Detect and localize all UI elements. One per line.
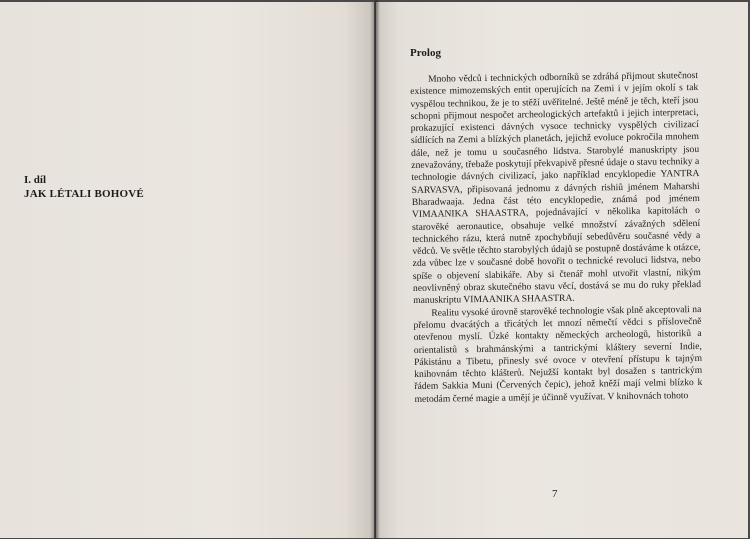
paragraph: Realitu vysoké úrovně starověké technologie však plně akceptovali na přelomu dvacátých a třicátých let mnozí němečtí vědci s příslovečně otevřenou myslí. Úzké kontakty německých archeologů, historiků a orientalistů s brahmánskými a tantrickými kláštery severní Indie, Pákistánu a Tibetu, přinesly své ovoce v otevření přístupu k tajným knihovnám těchto klášterů. Nejužší kontakt byl dosažen s tantrickým řádem Sakkia Muni (Červených čepic), jehož kněží mají velmi blízko k metodám černé magie a umějí je účinně využívat. V knihovnách tohoto [413,303,703,405]
part-label: I. díl [24,174,47,186]
left-page [0,2,374,538]
page-number: 7 [552,488,558,500]
prolog-body [410,70,703,406]
prolog-heading: Prolog [410,47,441,59]
book-gutter [370,0,380,539]
part-title: JAK LÉTALI BOHOVÉ [24,188,144,200]
right-page [376,2,748,538]
paragraph: Mnoho vědců i technických odborníků se zdráhá přijmout skutečnost existence mimozemských entit operujících na Zemi i v jejím okolí s tak vyspělou technikou, že je to stěží uvěřitelné. Ještě méně je těch, kteří jsou schopni přijmout nespočet archeologických artefaktů i jejich interpretaci, prokazující existenci dávných vysoce technicky vyspělých civilizací sídlících na Zemi a blízkých planetách, jejichž evoluce pokročila mnohem dále, než je tomu u současného lidstva. Starobylé manuskripty jsou znevažovány, třebaže poskytují překvapivě přesné údaje o stavu techniky a technologie dávných civilizací, jako například encyklopedie YANTRA SARVASVA, připisovaná jednomu z dávných rishiů jménem Maharshi Bharadwaaja. Jedna část této encyklopedie, známá pod jménem VIMAANIKA SHAASTRA, pojednávající v několika kapitolách o starověké aeronautice, obsahuje velké množství závažných sdělení technického rázu, která nutně zpochybňují sebedůvěru současné vědy a vědců. Ve světle těchto starobylých údajů se postupně dostáváme k otázce, zda vůbec lze v současné době hovořit o technické revoluci lidstva, nebo spíše o objevení slabikáře. Aby si čtenář mohl utvořit vlastní, nikým neovlivněný obraz skutečného stavu věcí, dostává se mu do ruky překlad manuskriptu VIMAANIKA SHAASTRA. [410,69,702,307]
